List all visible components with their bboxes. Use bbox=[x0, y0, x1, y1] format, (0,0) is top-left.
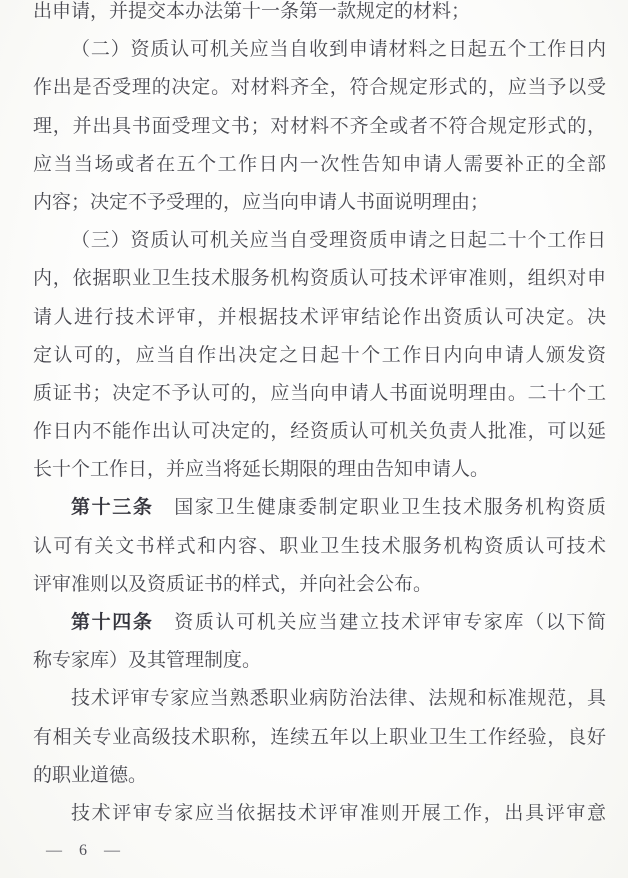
text-line: 作日内不能作出认可决定的，经资质认可机关负责人批准，可以延 bbox=[33, 421, 606, 443]
line-text: 资质认可机关应当建立技术评审专家库（以下简 bbox=[153, 612, 606, 633]
text-line: 技术评审专家应当熟悉职业病防治法律、法规和标准规范，具 bbox=[71, 688, 606, 710]
text-line: 评审准则以及资质证书的样式，并向社会公布。 bbox=[33, 573, 433, 595]
text-line: 长十个工作日，并应当将延长期限的理由告知申请人。 bbox=[33, 459, 490, 481]
article-number: 第十三条 bbox=[71, 497, 154, 519]
text-line: （三）资质认可机关应当自受理资质申请之日起二十个工作日 bbox=[71, 230, 606, 252]
text-line: 称专家库）及其管理制度。 bbox=[33, 650, 262, 672]
text-line: （二）资质认可机关应当自收到申请材料之日起五个工作日内 bbox=[71, 39, 606, 61]
text-line: 认可有关文书样式和内容、职业卫生技术服务机构资质认可技术 bbox=[33, 535, 606, 557]
text-line: 请人进行技术评审，并根据技术评审结论作出资质认可决定。决 bbox=[33, 306, 606, 328]
text-line: 出申请，并提交本办法第十一条第一款规定的材料； bbox=[33, 1, 471, 22]
text-line: 定认可的，应当自作出决定之日起十个工作日内向申请人颁发资 bbox=[33, 344, 606, 366]
text-line: 技术评审专家应当依据技术评审准则开展工作，出具评审意 bbox=[71, 802, 606, 824]
page-number: — 6 — bbox=[46, 842, 121, 859]
text-line: 内，依据职业卫生技术服务机构资质认可技术评审准则，组织对申 bbox=[33, 268, 606, 290]
text-line: 内容；决定不予受理的，应当向申请人书面说明理由； bbox=[33, 191, 490, 213]
text-line: 有相关专业高级技术职称，连续五年以上职业卫生工作经验，良好 bbox=[33, 726, 606, 748]
text-line: 理，并出具书面受理文书；对材料不齐全或者不符合规定形式的， bbox=[33, 115, 606, 137]
article-number: 第十四条 bbox=[71, 612, 154, 633]
text-line bbox=[33, 604, 606, 642]
text-line: 质证书；决定不予认可的，应当向申请人书面说明理由。二十个工 bbox=[33, 382, 606, 404]
text-line bbox=[33, 489, 606, 527]
text-line: 应当当场或者在五个工作日内一次性告知申请人需要补正的全部 bbox=[33, 153, 606, 175]
document-text bbox=[33, 0, 606, 833]
line-text: 国家卫生健康委制定职业卫生技术服务机构资质 bbox=[153, 497, 606, 519]
text-line: 的职业道德。 bbox=[33, 764, 148, 786]
text-line: 作出是否受理的决定。对材料齐全，符合规定形式的，应当予以受 bbox=[33, 77, 606, 99]
